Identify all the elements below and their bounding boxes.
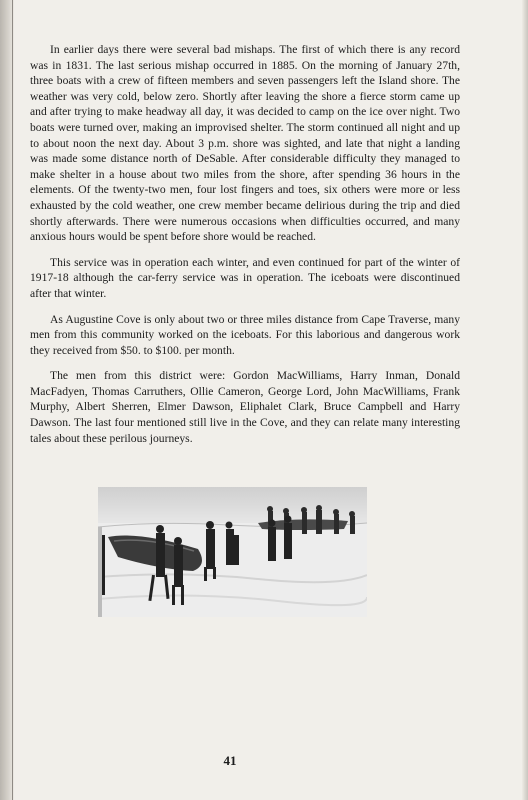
page-edge-shadow [522,0,528,800]
page-number: 41 [223,753,237,768]
binding-line [12,0,13,800]
paragraph-crew-names: The men from this district were: Gordon MacWilliams, Harry Inman, Donald MacFadyen, Thomas Carruthers, Ollie Cameron, George Lord, John MacWilliams, Frank Murphy, Albert Sherren, Elmer Dawson, Eliphalet Clark, Bruce Campbell and Harry Dawson. The last four mentioned still live in the Cove, and they can relate many interesting tales about these perilous journeys. [30,369,460,445]
paragraph-mishaps: In earlier days there were several bad mishaps. The first of which there is any record was in 1831. The last serious mishap occurred in 1885. On the morning of January 27th, three boats with a crew of fifteen members and seven passengers left the Island shore. The weather was very cold, below zero. Shortly after leaving the shore a fierce storm came up and after trying to make headway all day, it was decided to camp on the ice over night. Two boats were turned over, making an improvised shelter. The storm continued all night and up to about noon the next day. About 3 p.m. shore was sighted, and late that night a landing was made some distance north of DeSable. After considerable difficulty they managed to make shelter in a house about two miles from the shore, after spending 36 hours in the elements. Of the twenty-two men, four lost fingers and toes, six others were more or less exhausted by the cold weather, one crew member became delirious during the trip and died shortly afterwards. There were numerous occasions when difficulties occurred, and many anxious hours would be spent before shore would be reached. [30,43,460,244]
body-text [30,42,460,456]
paragraph-service-end: This service was in operation each winter, and even continued for part of the winter of 1917-18 although the car-ferry service was in operation. The iceboats were discontinued after that winter. [30,255,460,300]
paragraph-augustine-cove: As Augustine Cove is only about two or three miles distance from Cape Traverse, many men from this community worked on the iceboats. For this laborious and dangerous work they received from $50. to $100. per month. [30,312,460,357]
iceboat-photograph [98,487,367,617]
iceboat-photo-image [98,487,367,617]
